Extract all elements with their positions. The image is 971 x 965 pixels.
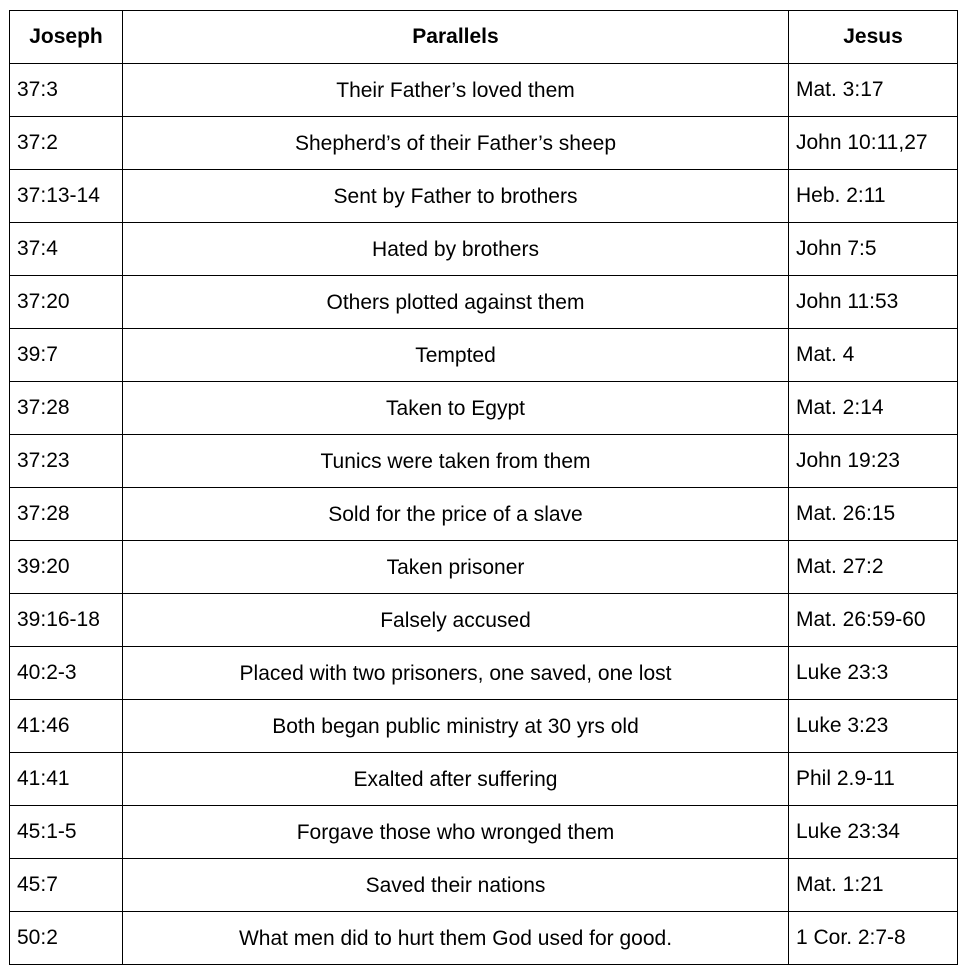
parallel-description-cell: Their Father’s loved them: [123, 64, 789, 117]
column-header-joseph: Joseph: [10, 11, 123, 64]
jesus-reference-cell: Heb. 2:11: [789, 170, 958, 223]
parallel-description-cell: Hated by brothers: [123, 223, 789, 276]
table-row: [10, 64, 958, 117]
parallel-description-cell: Taken to Egypt: [123, 382, 789, 435]
parallel-description-cell: Others plotted against them: [123, 276, 789, 329]
joseph-reference-cell: 40:2-3: [10, 647, 123, 700]
jesus-reference-cell: Luke 23:3: [789, 647, 958, 700]
table-row: [10, 594, 958, 647]
table-row: [10, 541, 958, 594]
column-header-jesus: Jesus: [789, 11, 958, 64]
joseph-reference-cell: 37:4: [10, 223, 123, 276]
joseph-reference-cell: 37:3: [10, 64, 123, 117]
table-row: [10, 117, 958, 170]
jesus-reference-cell: John 19:23: [789, 435, 958, 488]
parallel-description-cell: Shepherd’s of their Father’s sheep: [123, 117, 789, 170]
parallel-description-cell: What men did to hurt them God used for good.: [123, 912, 789, 965]
table-row: [10, 276, 958, 329]
joseph-reference-cell: 37:28: [10, 488, 123, 541]
jesus-reference-cell: John 10:11,27: [789, 117, 958, 170]
table-row: [10, 223, 958, 276]
jesus-reference-cell: Mat. 26:59-60: [789, 594, 958, 647]
parallel-description-cell: Tunics were taken from them: [123, 435, 789, 488]
parallel-description-cell: Sold for the price of a slave: [123, 488, 789, 541]
table-row: [10, 859, 958, 912]
jesus-reference-cell: Mat. 26:15: [789, 488, 958, 541]
table-row: [10, 700, 958, 753]
jesus-reference-cell: Mat. 2:14: [789, 382, 958, 435]
header-row: [10, 11, 958, 64]
joseph-reference-cell: 37:2: [10, 117, 123, 170]
table-row: [10, 806, 958, 859]
parallel-description-cell: Forgave those who wronged them: [123, 806, 789, 859]
joseph-reference-cell: 50:2: [10, 912, 123, 965]
table-row: [10, 329, 958, 382]
joseph-reference-cell: 37:13-14: [10, 170, 123, 223]
jesus-reference-cell: Mat. 3:17: [789, 64, 958, 117]
joseph-reference-cell: 45:1-5: [10, 806, 123, 859]
table-row: [10, 170, 958, 223]
column-header-parallels: Parallels: [123, 11, 789, 64]
joseph-reference-cell: 37:23: [10, 435, 123, 488]
parallels-table: [9, 10, 958, 965]
parallel-description-cell: Sent by Father to brothers: [123, 170, 789, 223]
parallel-description-cell: Placed with two prisoners, one saved, one lost: [123, 647, 789, 700]
joseph-reference-cell: 37:28: [10, 382, 123, 435]
table-row: [10, 753, 958, 806]
joseph-reference-cell: 41:41: [10, 753, 123, 806]
jesus-reference-cell: Mat. 4: [789, 329, 958, 382]
parallel-description-cell: Exalted after suffering: [123, 753, 789, 806]
table-row: [10, 382, 958, 435]
joseph-reference-cell: 39:7: [10, 329, 123, 382]
jesus-reference-cell: Luke 3:23: [789, 700, 958, 753]
jesus-reference-cell: John 11:53: [789, 276, 958, 329]
parallel-description-cell: Taken prisoner: [123, 541, 789, 594]
table-body: [10, 64, 958, 965]
joseph-reference-cell: 39:16-18: [10, 594, 123, 647]
parallel-description-cell: Saved their nations: [123, 859, 789, 912]
jesus-reference-cell: Luke 23:34: [789, 806, 958, 859]
parallel-description-cell: Both began public ministry at 30 yrs old: [123, 700, 789, 753]
table-row: [10, 912, 958, 965]
joseph-reference-cell: 41:46: [10, 700, 123, 753]
jesus-reference-cell: 1 Cor. 2:7-8: [789, 912, 958, 965]
jesus-reference-cell: John 7:5: [789, 223, 958, 276]
table-row: [10, 435, 958, 488]
joseph-reference-cell: 37:20: [10, 276, 123, 329]
parallel-description-cell: Tempted: [123, 329, 789, 382]
jesus-reference-cell: Mat. 27:2: [789, 541, 958, 594]
parallel-description-cell: Falsely accused: [123, 594, 789, 647]
jesus-reference-cell: Mat. 1:21: [789, 859, 958, 912]
jesus-reference-cell: Phil 2.9-11: [789, 753, 958, 806]
joseph-reference-cell: 45:7: [10, 859, 123, 912]
table-row: [10, 488, 958, 541]
joseph-reference-cell: 39:20: [10, 541, 123, 594]
table-row: [10, 647, 958, 700]
